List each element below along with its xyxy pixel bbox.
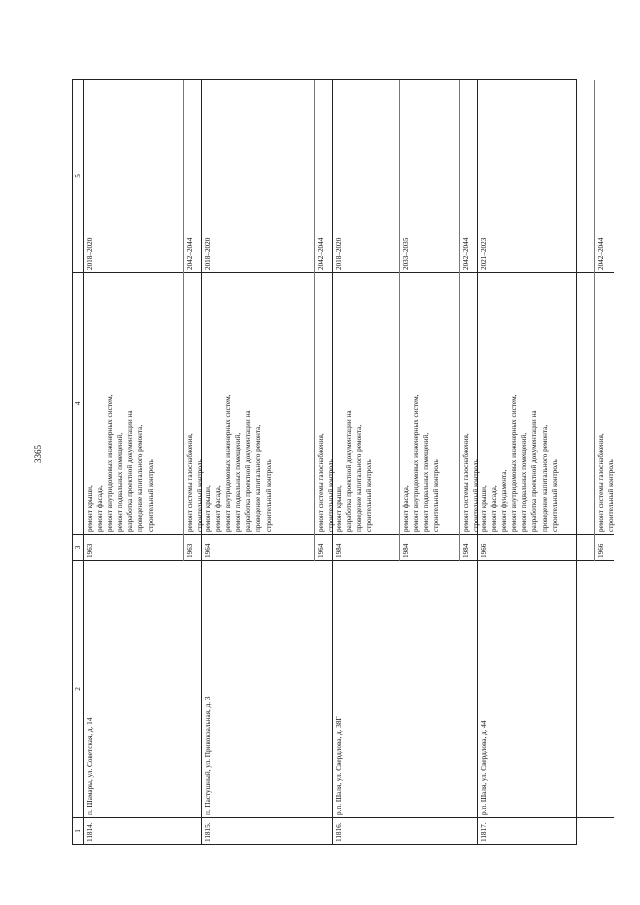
work-line: ремонт фасада, <box>490 485 499 532</box>
work-line: разработка проектной документации на <box>345 410 354 532</box>
work-line: ремонт фасада, <box>402 485 410 532</box>
entry-year: 1984 <box>400 535 459 561</box>
work-line: ремонт крыши, <box>204 485 212 532</box>
entry-year: 1963 <box>184 535 202 561</box>
work-line: ремонт системы газоснабжения, <box>317 433 325 532</box>
work-entry <box>183 80 205 561</box>
repair-schedule-table <box>72 79 616 845</box>
table-row <box>202 80 336 844</box>
row-address: п. Пастушный, ул. Привокзальная, д. 3 <box>202 561 332 818</box>
entry-period: 2018–2020 <box>202 80 314 273</box>
work-line: строительный контроль <box>472 459 481 532</box>
work-entry <box>594 80 614 561</box>
row-address: р.п. Шаля, ул. Свердлова, д. 38Г <box>333 561 477 818</box>
work-line: строительный контроль <box>550 459 559 532</box>
entry-period: 2021–2023 <box>478 80 594 273</box>
entry-period: 2033–2035 <box>400 80 459 273</box>
row-number: 11815. <box>204 822 212 842</box>
entry-works <box>184 273 205 535</box>
work-line: ремонт фасада, <box>96 485 105 532</box>
table-row <box>478 80 614 844</box>
entry-works <box>202 273 314 535</box>
entry-period: 2042–2044 <box>595 80 614 273</box>
entry-works <box>595 273 614 535</box>
entry-period: 2042–2044 <box>184 80 202 273</box>
work-line: строительный контроль <box>327 459 336 532</box>
entry-period: 2018–2020 <box>84 80 183 273</box>
work-line: ремонт подвальных помещений, <box>422 432 431 532</box>
entry-period: 2042–2044 <box>315 80 333 273</box>
work-line: строительный контроль <box>264 459 273 532</box>
entry-period: 2042–2044 <box>460 80 478 273</box>
rotated-sheet <box>72 79 616 845</box>
entry-works <box>478 273 594 535</box>
work-line: ремонт внутридомовых инженерных систем, <box>510 394 519 532</box>
work-entry <box>478 80 594 561</box>
work-line: ремонт внутридомовых инженерных систем, <box>412 394 421 532</box>
work-line: ремонт крыши, <box>335 485 343 532</box>
header-col-2: 2 <box>73 561 83 818</box>
table-row <box>333 80 481 844</box>
work-line: разработка проектной документации на <box>244 410 253 532</box>
row-number: 11814. <box>86 822 94 842</box>
work-line: строительный контроль <box>607 459 616 532</box>
table-row <box>84 80 205 844</box>
work-line: строительный контроль <box>146 459 155 532</box>
work-entry <box>333 80 399 561</box>
entry-period: 2018–2020 <box>333 80 399 273</box>
entry-year: 1963 <box>84 535 183 561</box>
entry-year: 1966 <box>595 535 614 561</box>
entry-works <box>333 273 399 535</box>
entry-works <box>460 273 481 535</box>
work-line: проведение капитального ремонта, <box>355 424 364 532</box>
work-line: строительный контроль <box>196 459 205 532</box>
work-line: ремонт крыши, <box>86 485 94 532</box>
work-line: ремонт крыши, <box>480 485 488 532</box>
work-line: ремонт подвальных помещений, <box>520 432 529 532</box>
row-number: 11817. <box>480 822 488 842</box>
header-col-5: 5 <box>73 80 83 273</box>
work-line: проведение капитального ремонта, <box>540 424 549 532</box>
page-number: 3365 <box>33 445 43 463</box>
work-line: ремонт подвальных помещений, <box>116 432 125 532</box>
work-line: проведение капитального ремонта, <box>254 424 263 532</box>
work-line: ремонт внутридомовых инженерных систем, <box>106 394 115 532</box>
header-col-4: 4 <box>73 273 83 535</box>
work-line: ремонт подвальных помещений, <box>234 432 243 532</box>
work-line: строительный контроль <box>432 459 441 532</box>
header-col-1: 1 <box>74 829 82 833</box>
table-header-row <box>73 80 84 844</box>
work-entry <box>314 80 336 561</box>
row-number: 11816. <box>335 822 343 842</box>
work-line: ремонт системы газоснабжения, <box>597 433 605 532</box>
entry-year: 1966 <box>478 535 594 561</box>
work-line: ремонт системы газоснабжения, <box>462 433 470 532</box>
entry-year: 1964 <box>202 535 314 561</box>
row-address: п. Шамары, ул. Советская, д. 14 <box>84 561 201 818</box>
work-line: ремонт системы газоснабжения, <box>186 433 194 532</box>
work-entry <box>459 80 481 561</box>
work-entry <box>202 80 314 561</box>
work-entry <box>84 80 183 561</box>
entry-year: 1984 <box>460 535 478 561</box>
work-line: проведение капитального ремонта, <box>136 424 145 532</box>
work-line: строительный контроль <box>365 459 374 532</box>
entry-year: 1984 <box>333 535 399 561</box>
entry-works <box>315 273 336 535</box>
row-address: р.п. Шаля, ул. Свердлова, д. 44 <box>478 561 614 818</box>
work-line: ремонт внутридомовых инженерных систем, <box>224 394 233 532</box>
work-entry <box>399 80 459 561</box>
entry-works <box>400 273 459 535</box>
work-line: разработка проектной документации на <box>530 410 539 532</box>
work-line: ремонт фундамента, <box>500 469 509 532</box>
work-line: ремонт фасада, <box>214 485 223 532</box>
header-col-3: 3 <box>73 535 83 561</box>
entry-year: 1964 <box>315 535 333 561</box>
work-line: разработка проектной документации на <box>126 410 135 532</box>
entry-works <box>84 273 183 535</box>
